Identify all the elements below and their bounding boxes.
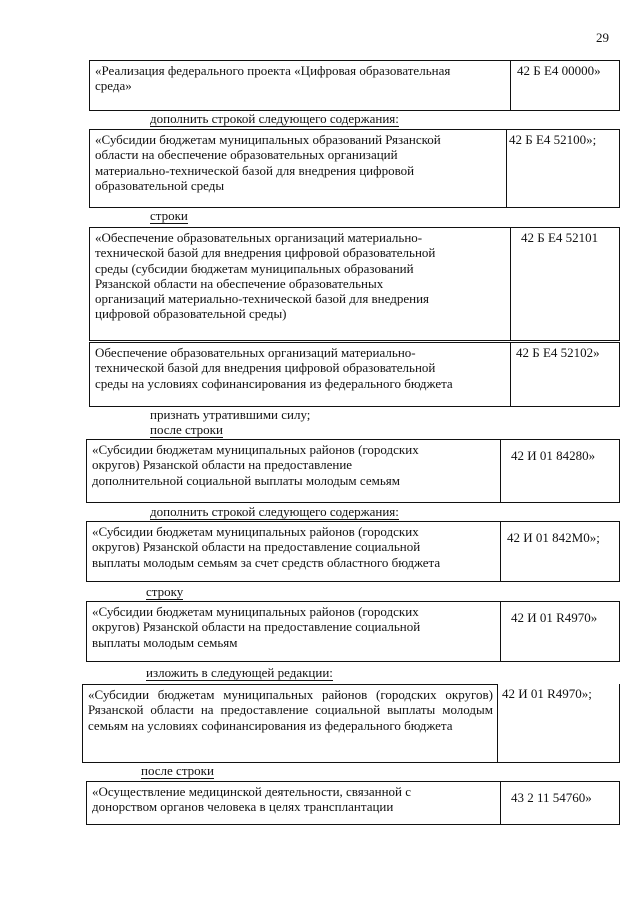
table-row [89,342,620,407]
instruction: после строки [150,422,223,437]
instruction: изложить в следующей редакции: [146,665,333,680]
table-row [89,60,620,111]
row-text: «Субсидии бюджетам муниципальных районов (городских округов) Рязанской области на предоставление социальной выплаты молодым семьям [87,602,501,661]
row-code: 42 Б Е4 00000» [517,63,601,78]
page-number: 29 [596,30,609,45]
instruction: дополнить строкой следующего содержания: [150,111,399,126]
row-code: 42 Б Е4 52100»; [509,132,597,147]
row-code: 42 И 01 R4970» [511,610,598,625]
table-row [82,684,620,763]
row-text: «Обеспечение образовательных организаций материально- технической базой для внедрения цифровой образовательной среды (субсидии бюджетам муниципальных образований Рязанской области на обеспечение образовательных организаций материально-технической базой для внедрения цифровой образовательной среды) [90,228,511,340]
row-code: 43 2 11 54760» [511,790,592,805]
row-code: 42 И 01 84280» [511,448,596,463]
table-row [86,781,620,825]
row-code: 42 И 01 842М0»; [507,530,600,545]
row-text: Обеспечение образовательных организаций материально- технической базой для внедрения цифровой образовательной среды на условиях софинансирования из федерального бюджета [90,343,511,406]
instruction: после строки [141,763,214,778]
table-row [86,439,620,503]
row-code: 42 Б Е4 52101 [521,230,599,245]
table-row [86,601,620,662]
row-text: «Осуществление медицинской деятельности, связанной с донорством органов человека в целях трансплантации [87,782,501,824]
row-text: «Субсидии бюджетам муниципальных районов (городских округов) Рязанской области на предоставление дополнительной социальной выплаты молодым семьям [87,440,501,502]
instruction: признать утратившими силу; [150,407,311,422]
instruction: строку [146,584,184,599]
row-text: «Субсидии бюджетам муниципальных районов (городских округов) Рязанской области на предоставление социальной выплаты молодым семьям на условиях софинансирования из федерального бюджета [82,684,498,762]
row-code: 42 Б Е4 52102» [516,345,600,360]
instruction: дополнить строкой следующего содержания: [150,504,399,519]
table-row [89,129,620,208]
instruction: строки [150,208,188,223]
row-text: «Реализация федерального проекта «Цифровая образовательная среда» [90,61,511,110]
row-text: «Субсидии бюджетам муниципальных образований Рязанской области на обеспечение образовательных организаций материально-технической базой для внедрения цифровой образовательной среды [90,130,507,207]
table-row [89,227,620,341]
row-text: «Субсидии бюджетам муниципальных районов (городских округов) Рязанской области на предоставление социальной выплаты молодым семьям за счет средств областного бюджета [87,522,501,581]
table-row [86,521,620,582]
row-code: 42 И 01 R4970»; [502,686,592,701]
